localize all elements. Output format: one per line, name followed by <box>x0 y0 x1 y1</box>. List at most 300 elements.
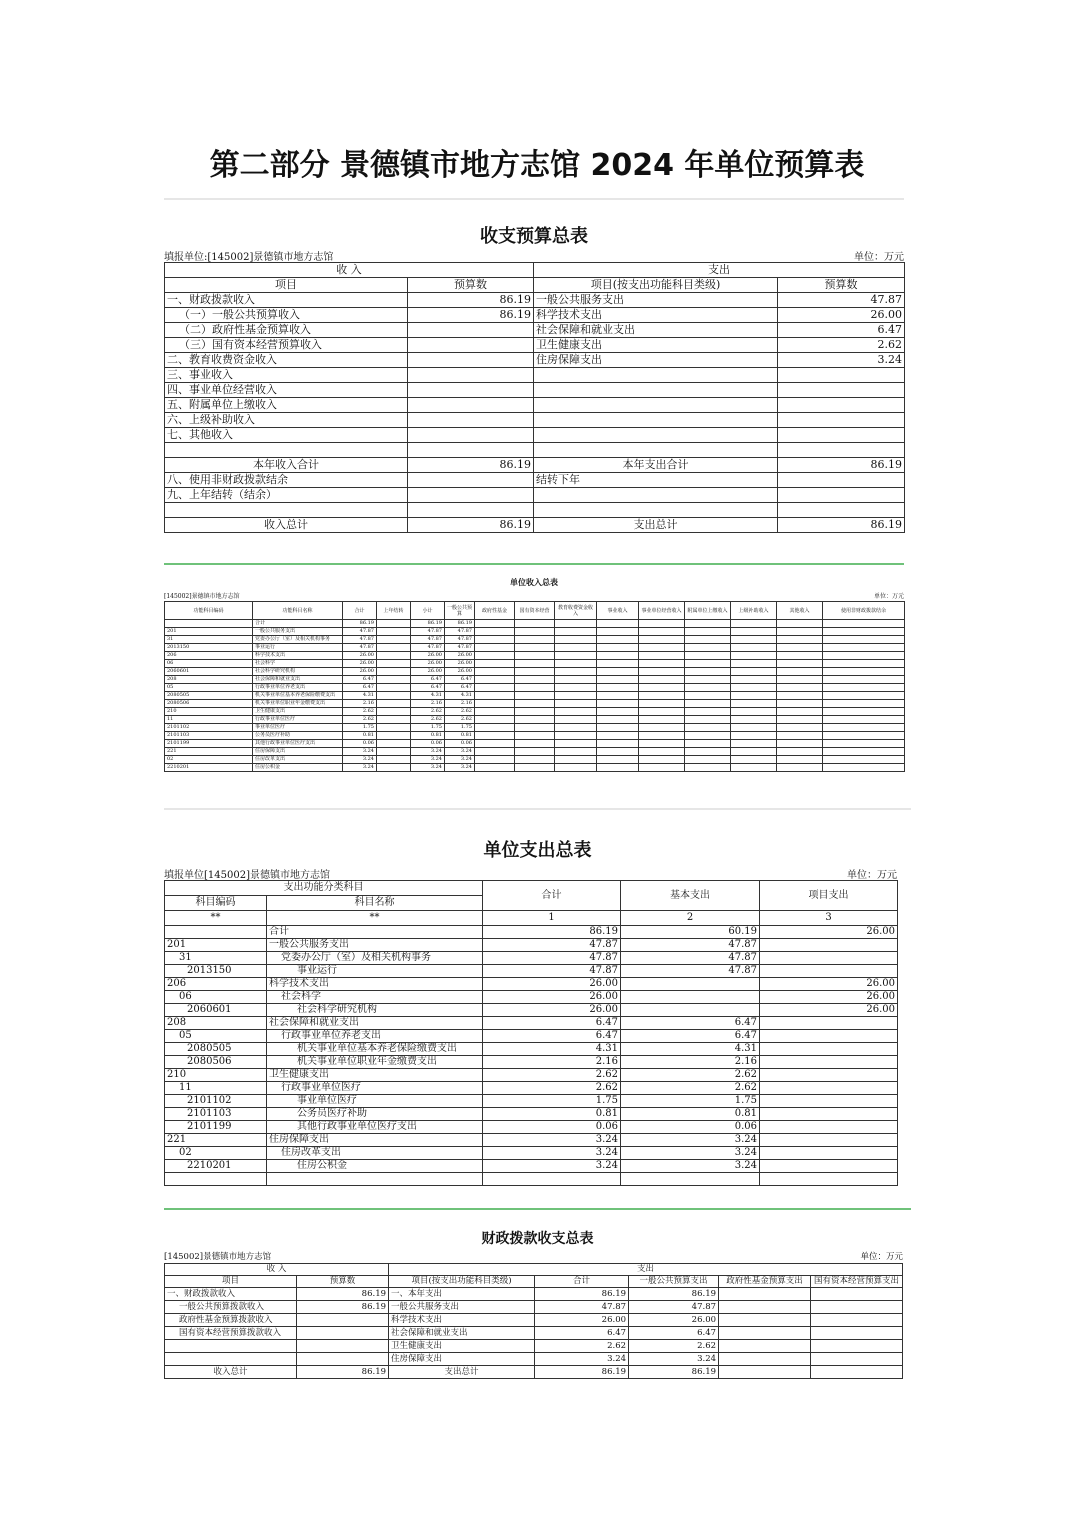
empty-cell <box>639 668 685 676</box>
empty-cell <box>685 668 731 676</box>
table-row <box>165 1160 898 1173</box>
value-cell: 3.24 <box>343 748 377 756</box>
income-budget: 86.19 <box>297 1301 389 1314</box>
value-cell: 6.47 <box>343 684 377 692</box>
name-cell: 一般公共服务支出 <box>267 939 483 952</box>
expense-budget <box>778 488 905 503</box>
table-row <box>165 978 898 991</box>
project-cell: 26.00 <box>760 1004 898 1017</box>
budget-summary-title: 收支预算总表 <box>480 226 588 247</box>
value-cell: 26.00 <box>445 668 475 676</box>
income-budget <box>408 353 534 368</box>
empty-cell <box>731 764 777 772</box>
project-cell: 26.00 <box>760 991 898 1004</box>
value-cell: 47.87 <box>445 644 475 652</box>
table-row <box>165 1314 903 1327</box>
code-cell: 2080506 <box>165 700 253 708</box>
name-cell: 其他行政事业单位医疗支出 <box>267 1121 483 1134</box>
expense-budget <box>778 428 905 443</box>
basic-cell: 47.87 <box>621 952 760 965</box>
expense-budget: 6.47 <box>778 323 905 338</box>
value-cell: 0.06 <box>343 740 377 748</box>
header-cell: 教育收费资金收入 <box>555 602 597 620</box>
table-row <box>165 1004 898 1017</box>
table-row <box>165 628 905 636</box>
project-cell <box>760 965 898 978</box>
expense-item: 一般公共服务支出 <box>389 1301 535 1314</box>
header-income: 收 入 <box>165 263 534 278</box>
table-row <box>165 308 905 323</box>
general-budget: 3.24 <box>629 1353 719 1366</box>
empty-cell <box>555 764 597 772</box>
income-item <box>165 1353 297 1366</box>
empty-cell <box>597 716 639 724</box>
empty-cell <box>475 644 515 652</box>
empty-cell <box>685 676 731 684</box>
basic-cell <box>621 1173 760 1186</box>
general-budget: 86.19 <box>629 1366 719 1379</box>
budget-summary-section <box>164 198 904 530</box>
empty-cell <box>731 628 777 636</box>
empty-cell <box>555 644 597 652</box>
income-item: 收入总计 <box>165 1366 297 1379</box>
empty-cell <box>685 620 731 628</box>
name-cell: 合计 <box>253 620 343 628</box>
value-cell: 47.87 <box>411 636 445 644</box>
header-cell: 项目(按支出功能科目类级) <box>389 1276 535 1288</box>
empty-cell <box>685 652 731 660</box>
table-row <box>165 293 905 308</box>
empty-cell <box>597 732 639 740</box>
empty-cell <box>777 628 823 636</box>
name-cell: 公务员医疗补助 <box>267 1108 483 1121</box>
income-item: 五、附属单位上缴收入 <box>165 398 408 413</box>
general-budget: 6.47 <box>629 1327 719 1340</box>
expense-budget: 26.00 <box>778 308 905 323</box>
empty-cell <box>639 684 685 692</box>
project-cell <box>760 939 898 952</box>
basic-cell <box>621 978 760 991</box>
general-budget: 86.19 <box>629 1288 719 1301</box>
value-cell: 2.62 <box>411 716 445 724</box>
project-cell <box>760 1056 898 1069</box>
header-project: 项目支出 <box>760 881 898 911</box>
value-cell: 3.24 <box>411 748 445 756</box>
value-cell: 6.47 <box>445 676 475 684</box>
income-budget <box>408 488 534 503</box>
empty-cell <box>597 756 639 764</box>
expense-budget <box>778 398 905 413</box>
value-cell: 3.24 <box>445 756 475 764</box>
expense-budget <box>778 368 905 383</box>
empty-cell <box>555 620 597 628</box>
table-row <box>165 740 905 748</box>
empty-cell <box>515 660 555 668</box>
basic-cell: 4.31 <box>621 1043 760 1056</box>
name-cell: 事业运行 <box>267 965 483 978</box>
value-cell: 3.24 <box>411 764 445 772</box>
empty-cell <box>639 628 685 636</box>
income-budget <box>408 443 534 458</box>
header-cell: 功能科目编码 <box>165 602 253 620</box>
income-budget: 86.19 <box>408 518 534 533</box>
project-cell <box>760 1017 898 1030</box>
name-cell: 事业单位医疗 <box>253 724 343 732</box>
code-cell: 2060601 <box>165 1004 267 1017</box>
income-budget <box>297 1327 389 1340</box>
table-row <box>165 323 905 338</box>
code-cell <box>165 926 267 939</box>
empty-cell <box>777 716 823 724</box>
header-cell: 功能科目名称 <box>253 602 343 620</box>
table-row <box>165 1147 898 1160</box>
empty-cell <box>777 660 823 668</box>
header-code: 科目编码 <box>165 896 267 911</box>
empty-cell <box>555 748 597 756</box>
name-cell: 卫生健康支出 <box>267 1069 483 1082</box>
income-budget <box>297 1340 389 1353</box>
income-item: （二）政府性基金预算收入 <box>165 323 408 338</box>
table-row <box>165 652 905 660</box>
value-cell: 4.31 <box>343 692 377 700</box>
empty-cell <box>685 724 731 732</box>
table-row <box>165 1095 898 1108</box>
header-expense: 支出 <box>389 1264 903 1276</box>
empty-cell <box>639 708 685 716</box>
empty-cell <box>597 700 639 708</box>
unit-expense-section <box>164 808 911 1193</box>
table-row <box>165 692 905 700</box>
value-cell: 26.00 <box>411 652 445 660</box>
income-item: 一、财政拨款收入 <box>165 293 408 308</box>
header-cell: 预算数 <box>297 1276 389 1288</box>
expense-item <box>534 503 778 518</box>
value-cell: 0.06 <box>411 740 445 748</box>
code-cell: 2060601 <box>165 668 253 676</box>
header-cell: 一般公共预算 <box>445 602 475 620</box>
code-cell: 02 <box>165 1147 267 1160</box>
expense-item: 社会保障和就业支出 <box>389 1327 535 1340</box>
expense-total: 3.24 <box>535 1353 629 1366</box>
empty-cell <box>777 740 823 748</box>
total-cell: 26.00 <box>483 978 621 991</box>
name-cell: 卫生健康支出 <box>253 708 343 716</box>
project-cell <box>760 1082 898 1095</box>
income-budget: 86.19 <box>408 293 534 308</box>
state-capital <box>811 1353 903 1366</box>
table-row <box>165 1043 898 1056</box>
basic-cell <box>621 991 760 1004</box>
table-row <box>165 1134 898 1147</box>
table-row <box>165 684 905 692</box>
code-cell: 221 <box>165 1134 267 1147</box>
empty-cell <box>639 764 685 772</box>
basic-cell: 2.62 <box>621 1069 760 1082</box>
header-function-group: 支出功能分类科目 <box>165 881 483 896</box>
expense-budget <box>778 443 905 458</box>
value-cell <box>377 716 411 724</box>
empty-cell <box>597 644 639 652</box>
stars-code: ** <box>165 911 267 926</box>
empty-cell <box>475 700 515 708</box>
unit-expense-table <box>164 880 898 1186</box>
empty-cell <box>515 724 555 732</box>
header-cell: 政府性基金预算支出 <box>719 1276 811 1288</box>
table-row <box>165 353 905 368</box>
name-cell: 行政事业单位医疗 <box>267 1082 483 1095</box>
empty-cell <box>515 692 555 700</box>
income-item: 一般公共预算拨款收入 <box>165 1301 297 1314</box>
value-cell: 47.87 <box>343 636 377 644</box>
expense-budget: 47.87 <box>778 293 905 308</box>
table-row <box>165 443 905 458</box>
empty-cell <box>555 708 597 716</box>
value-cell: 26.00 <box>343 668 377 676</box>
code-cell: 02 <box>165 756 253 764</box>
empty-cell <box>823 700 905 708</box>
empty-cell <box>597 652 639 660</box>
filing-unit: [145002]景德镇市地方志馆 <box>164 1252 272 1262</box>
empty-cell <box>515 716 555 724</box>
header-total: 合计 <box>483 881 621 911</box>
income-item: 三、事业收入 <box>165 368 408 383</box>
expense-budget <box>778 473 905 488</box>
code-cell: 2210201 <box>165 764 253 772</box>
empty-cell <box>515 668 555 676</box>
header-basic: 基本支出 <box>621 881 760 911</box>
empty-cell <box>515 740 555 748</box>
table-row <box>165 668 905 676</box>
empty-cell <box>515 732 555 740</box>
empty-cell <box>597 740 639 748</box>
empty-cell <box>823 620 905 628</box>
value-cell: 86.19 <box>445 620 475 628</box>
value-cell: 86.19 <box>343 620 377 628</box>
empty-cell <box>515 644 555 652</box>
empty-cell <box>777 700 823 708</box>
table-row <box>165 458 905 473</box>
empty-cell <box>515 756 555 764</box>
empty-cell <box>555 628 597 636</box>
value-cell: 3.24 <box>343 756 377 764</box>
unit-income-table <box>164 601 905 772</box>
expense-total: 86.19 <box>535 1288 629 1301</box>
name-cell: 机关事业单位基本养老保险缴费支出 <box>267 1043 483 1056</box>
empty-cell <box>597 692 639 700</box>
empty-cell <box>597 660 639 668</box>
income-budget: 86.19 <box>408 308 534 323</box>
empty-cell <box>597 748 639 756</box>
value-cell <box>377 748 411 756</box>
table-row <box>165 338 905 353</box>
project-cell <box>760 1173 898 1186</box>
table-row <box>165 644 905 652</box>
total-cell: 26.00 <box>483 991 621 1004</box>
project-cell <box>760 1108 898 1121</box>
value-cell <box>377 676 411 684</box>
code-cell: 201 <box>165 628 253 636</box>
empty-cell <box>515 676 555 684</box>
table-row <box>165 724 905 732</box>
empty-cell <box>731 644 777 652</box>
empty-cell <box>475 716 515 724</box>
basic-cell: 6.47 <box>621 1017 760 1030</box>
empty-cell <box>823 756 905 764</box>
code-cell: 206 <box>165 978 267 991</box>
code-cell: 2101103 <box>165 732 253 740</box>
table-row <box>165 1121 898 1134</box>
name-cell: 事业单位医疗 <box>267 1095 483 1108</box>
empty-cell <box>555 732 597 740</box>
value-cell <box>377 740 411 748</box>
empty-cell <box>639 620 685 628</box>
total-cell: 3.24 <box>483 1147 621 1160</box>
income-budget <box>408 398 534 413</box>
empty-cell <box>823 644 905 652</box>
value-cell: 2.62 <box>411 708 445 716</box>
page-title: 第二部分 景德镇市地方志馆 2024 年单位预算表 <box>209 148 865 183</box>
empty-cell <box>555 636 597 644</box>
table-row <box>165 1069 898 1082</box>
value-cell <box>377 660 411 668</box>
total-cell: 47.87 <box>483 965 621 978</box>
empty-cell <box>731 716 777 724</box>
name-cell: 党委办公厅（室）及相关机构事务 <box>267 952 483 965</box>
expense-total: 2.62 <box>535 1340 629 1353</box>
income-item: 一、财政拨款收入 <box>165 1288 297 1301</box>
expense-item <box>534 368 778 383</box>
total-cell <box>483 1173 621 1186</box>
empty-cell <box>475 652 515 660</box>
table-row <box>165 660 905 668</box>
header-cell: 小计 <box>411 602 445 620</box>
income-budget: 86.19 <box>408 458 534 473</box>
code-cell: 221 <box>165 748 253 756</box>
expense-item <box>534 398 778 413</box>
empty-cell <box>685 716 731 724</box>
empty-cell <box>475 620 515 628</box>
empty-cell <box>639 732 685 740</box>
header-cell: 使用非财政拨款结余 <box>823 602 905 620</box>
empty-cell <box>515 748 555 756</box>
general-budget: 26.00 <box>629 1314 719 1327</box>
name-cell: 其他行政事业单位医疗支出 <box>253 740 343 748</box>
name-cell: 社会保障和就业支出 <box>267 1017 483 1030</box>
gov-fund <box>719 1301 811 1314</box>
income-item: 收入总计 <box>165 518 408 533</box>
gov-fund <box>719 1340 811 1353</box>
income-item: 九、上年结转（结余） <box>165 488 408 503</box>
basic-cell: 1.75 <box>621 1095 760 1108</box>
empty-cell <box>823 708 905 716</box>
expense-total: 26.00 <box>535 1314 629 1327</box>
header-cell: 上年结转 <box>377 602 411 620</box>
code-cell: 208 <box>165 1017 267 1030</box>
income-budget <box>408 473 534 488</box>
code-cell: 05 <box>165 1030 267 1043</box>
income-item <box>165 503 408 518</box>
header-cell: 国有资本经营预算支出 <box>811 1276 903 1288</box>
empty-cell <box>731 620 777 628</box>
empty-cell <box>777 748 823 756</box>
empty-cell <box>777 652 823 660</box>
empty-cell <box>515 700 555 708</box>
basic-cell: 47.87 <box>621 939 760 952</box>
empty-cell <box>555 660 597 668</box>
empty-cell <box>515 620 555 628</box>
gov-fund <box>719 1314 811 1327</box>
total-cell: 3.24 <box>483 1134 621 1147</box>
empty-cell <box>823 628 905 636</box>
value-cell: 3.24 <box>343 764 377 772</box>
empty-cell <box>515 652 555 660</box>
header-cell: 政府性基金 <box>475 602 515 620</box>
unit-income-section <box>164 563 904 787</box>
value-cell: 26.00 <box>445 660 475 668</box>
income-budget: 86.19 <box>297 1288 389 1301</box>
name-cell: 行政事业单位养老支出 <box>253 684 343 692</box>
code-cell: 2101103 <box>165 1108 267 1121</box>
code-cell: 06 <box>165 991 267 1004</box>
code-cell: 31 <box>165 636 253 644</box>
header-cell: 国有资本经营 <box>515 602 555 620</box>
income-item: 四、事业单位经营收入 <box>165 383 408 398</box>
code-cell: 2210201 <box>165 1160 267 1173</box>
expense-budget: 86.19 <box>778 518 905 533</box>
value-cell <box>377 724 411 732</box>
empty-cell <box>731 748 777 756</box>
empty-cell <box>515 684 555 692</box>
header-budget: 预算数 <box>408 278 534 293</box>
code-cell: 2101199 <box>165 1121 267 1134</box>
empty-cell <box>475 732 515 740</box>
empty-cell <box>823 660 905 668</box>
project-cell <box>760 1043 898 1056</box>
total-cell: 47.87 <box>483 939 621 952</box>
income-item <box>165 443 408 458</box>
income-item: 二、教育收费资金收入 <box>165 353 408 368</box>
table-row <box>165 383 905 398</box>
empty-cell <box>823 668 905 676</box>
code-cell: 208 <box>165 676 253 684</box>
empty-cell <box>731 724 777 732</box>
name-cell: 党委办公厅（室）及相关机构事务 <box>253 636 343 644</box>
value-cell: 2.62 <box>343 716 377 724</box>
stars-name: ** <box>267 911 483 926</box>
fiscal-summary-table <box>164 1263 903 1379</box>
code-cell: 11 <box>165 1082 267 1095</box>
code-cell: 2101102 <box>165 724 253 732</box>
code-cell: 2101199 <box>165 740 253 748</box>
table-row <box>165 1327 903 1340</box>
expense-budget: 86.19 <box>778 458 905 473</box>
income-budget <box>408 383 534 398</box>
empty-cell <box>475 764 515 772</box>
table-row <box>165 716 905 724</box>
filing-unit: [145002]景德镇市地方志馆 <box>164 593 240 600</box>
project-cell <box>760 1095 898 1108</box>
table-row <box>165 620 905 628</box>
total-cell: 3.24 <box>483 1160 621 1173</box>
empty-cell <box>639 716 685 724</box>
name-cell: 公务员医疗补助 <box>253 732 343 740</box>
name-cell: 社会保障和就业支出 <box>253 676 343 684</box>
table-row <box>165 1173 898 1186</box>
value-cell <box>377 644 411 652</box>
name-cell: 社会科学研究机构 <box>267 1004 483 1017</box>
income-budget <box>408 338 534 353</box>
table-row <box>165 1056 898 1069</box>
